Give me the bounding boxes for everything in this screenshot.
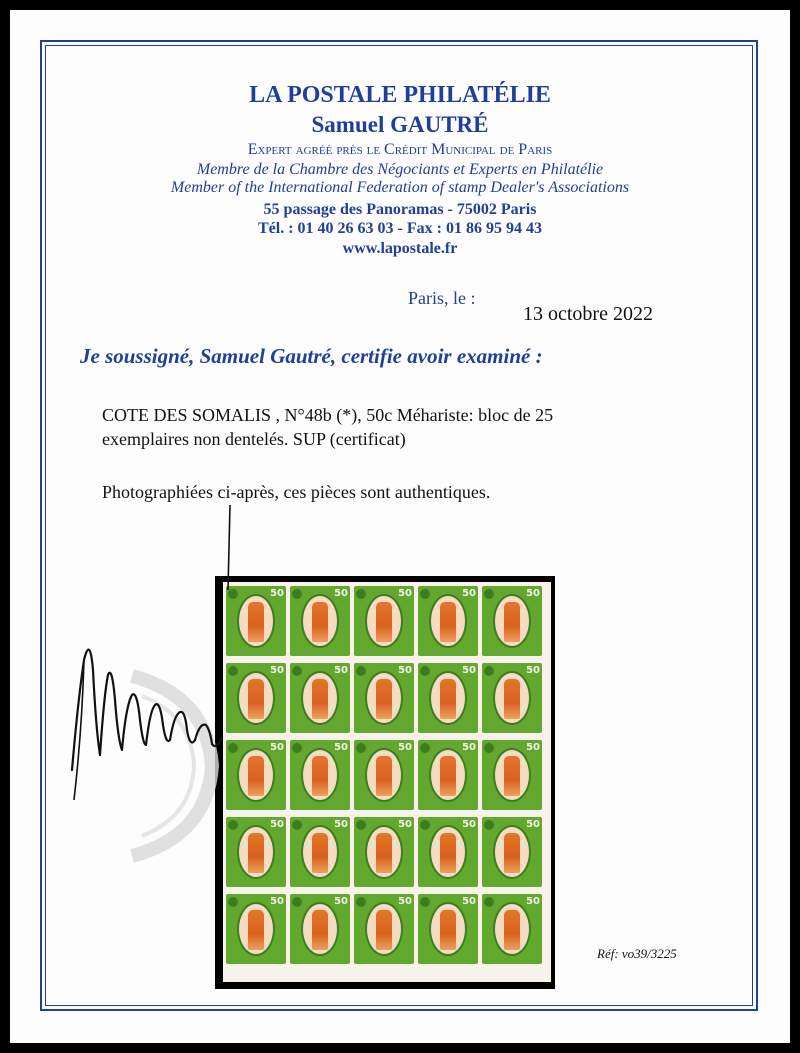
- camel-rider-figure: [440, 602, 456, 642]
- stamp-ornament: [292, 820, 302, 830]
- phone-fax: Tél. : 01 40 26 63 03 - Fax : 01 86 95 94 43: [258, 220, 542, 237]
- stamp-value: 50: [526, 742, 540, 753]
- membership-french: Membre de la Chambre des Négociants et Experts en Philatélie: [196, 161, 604, 178]
- camel-rider-figure: [312, 602, 328, 642]
- certification-statement: Je soussigné, Samuel Gautré, certifie avoir examiné :: [80, 344, 543, 368]
- camel-rider-figure: [440, 679, 456, 719]
- postal-address: 55 passage des Panoramas - 75002 Paris: [263, 201, 537, 218]
- stamp-value: 50: [526, 665, 540, 676]
- stamp-ornament: [292, 743, 302, 753]
- stamp: [354, 740, 414, 810]
- stamp-value: 50: [526, 588, 540, 599]
- stamp: [290, 586, 350, 656]
- stamp: [418, 817, 478, 887]
- stamp: [354, 894, 414, 964]
- stamp-ornament: [484, 666, 494, 676]
- camel-rider-figure: [376, 910, 392, 950]
- stamp-ornament: [356, 820, 366, 830]
- stamp: [418, 663, 478, 733]
- stamp: [418, 740, 478, 810]
- stamp-ornament: [228, 897, 238, 907]
- camel-rider-figure: [440, 833, 456, 873]
- stamp-value: 50: [462, 819, 476, 830]
- stamp-value: 50: [270, 742, 284, 753]
- stamp: [482, 663, 542, 733]
- stamp-ornament: [292, 897, 302, 907]
- stamp-value: 50: [398, 588, 412, 599]
- stamp-value: 50: [526, 896, 540, 907]
- stamp-ornament: [420, 897, 430, 907]
- stamp-ornament: [484, 897, 494, 907]
- camel-rider-figure: [376, 756, 392, 796]
- stamp-value: 50: [270, 819, 284, 830]
- stamp-value: 50: [334, 588, 348, 599]
- stamp-value: 50: [270, 588, 284, 599]
- stamp: [226, 894, 286, 964]
- stamp-ornament: [292, 589, 302, 599]
- stamp-value: 50: [398, 819, 412, 830]
- stamp-value: 50: [270, 896, 284, 907]
- stamp-ornament: [420, 666, 430, 676]
- website: www.lapostale.fr: [342, 240, 458, 257]
- stamp: [290, 740, 350, 810]
- camel-rider-figure: [504, 756, 520, 796]
- camel-rider-figure: [312, 679, 328, 719]
- stamp-ornament: [292, 666, 302, 676]
- camel-rider-figure: [440, 756, 456, 796]
- stamp: [354, 663, 414, 733]
- place-label: Paris, le :: [408, 288, 476, 308]
- stamp-value: 50: [270, 665, 284, 676]
- item-description-line-2: exemplaires non dentelés. SUP (certificat): [102, 429, 406, 449]
- membership-english: Member of the International Federation of stamp Dealer's Associations: [170, 179, 630, 196]
- stamp-value: 50: [462, 665, 476, 676]
- camel-rider-figure: [504, 833, 520, 873]
- stamp-value: 50: [462, 588, 476, 599]
- stamp-ornament: [356, 897, 366, 907]
- certificate-date: 13 octobre 2022: [523, 303, 653, 325]
- expert-accreditation: Expert agréé près le Crédit Municipal de Paris: [247, 141, 553, 158]
- stamp-ornament: [484, 820, 494, 830]
- stamp-ornament: [356, 743, 366, 753]
- stamp: [290, 663, 350, 733]
- stamp-ornament: [484, 743, 494, 753]
- camel-rider-figure: [440, 910, 456, 950]
- stamp-ornament: [420, 820, 430, 830]
- company-title: LA POSTALE PHILATÉLIE: [249, 82, 551, 108]
- stamp-value: 50: [334, 742, 348, 753]
- stamp-value: 50: [334, 665, 348, 676]
- camel-rider-figure: [248, 910, 264, 950]
- stamp-value: 50: [462, 742, 476, 753]
- stamp-ornament: [356, 589, 366, 599]
- stamp: [354, 817, 414, 887]
- camel-rider-figure: [376, 833, 392, 873]
- camel-rider-figure: [504, 602, 520, 642]
- stamp-ornament: [356, 666, 366, 676]
- camel-rider-figure: [376, 602, 392, 642]
- stamp-value: 50: [398, 665, 412, 676]
- stamp: [482, 817, 542, 887]
- stamp: [354, 586, 414, 656]
- camel-rider-figure: [376, 679, 392, 719]
- item-description-line-1: COTE DES SOMALIS , N°48b (*), 50c Méhariste: bloc de 25: [102, 405, 554, 425]
- camel-rider-figure: [312, 910, 328, 950]
- camel-rider-figure: [312, 756, 328, 796]
- handwritten-signature: [60, 500, 260, 860]
- stamp: [482, 740, 542, 810]
- stamp-value: 50: [334, 896, 348, 907]
- stamp-value: 50: [526, 819, 540, 830]
- stamp: [418, 586, 478, 656]
- stamp-value: 50: [462, 896, 476, 907]
- camel-rider-figure: [504, 679, 520, 719]
- stamp-ornament: [420, 743, 430, 753]
- stamp-value: 50: [334, 819, 348, 830]
- reference-number: Réf: vo39/3225: [597, 946, 677, 961]
- stamp-ornament: [420, 589, 430, 599]
- camel-rider-figure: [312, 833, 328, 873]
- authenticity-statement: Photographiées ci-après, ces pièces sont authentiques.: [102, 482, 491, 502]
- expert-name: Samuel GAUTRÉ: [311, 112, 489, 137]
- camel-rider-figure: [504, 910, 520, 950]
- stamp-value: 50: [398, 742, 412, 753]
- stamp: [418, 894, 478, 964]
- stamp: [290, 894, 350, 964]
- stamp: [482, 586, 542, 656]
- stamp-ornament: [484, 589, 494, 599]
- stamp: [482, 894, 542, 964]
- stamp-value: 50: [398, 896, 412, 907]
- stamp: [290, 817, 350, 887]
